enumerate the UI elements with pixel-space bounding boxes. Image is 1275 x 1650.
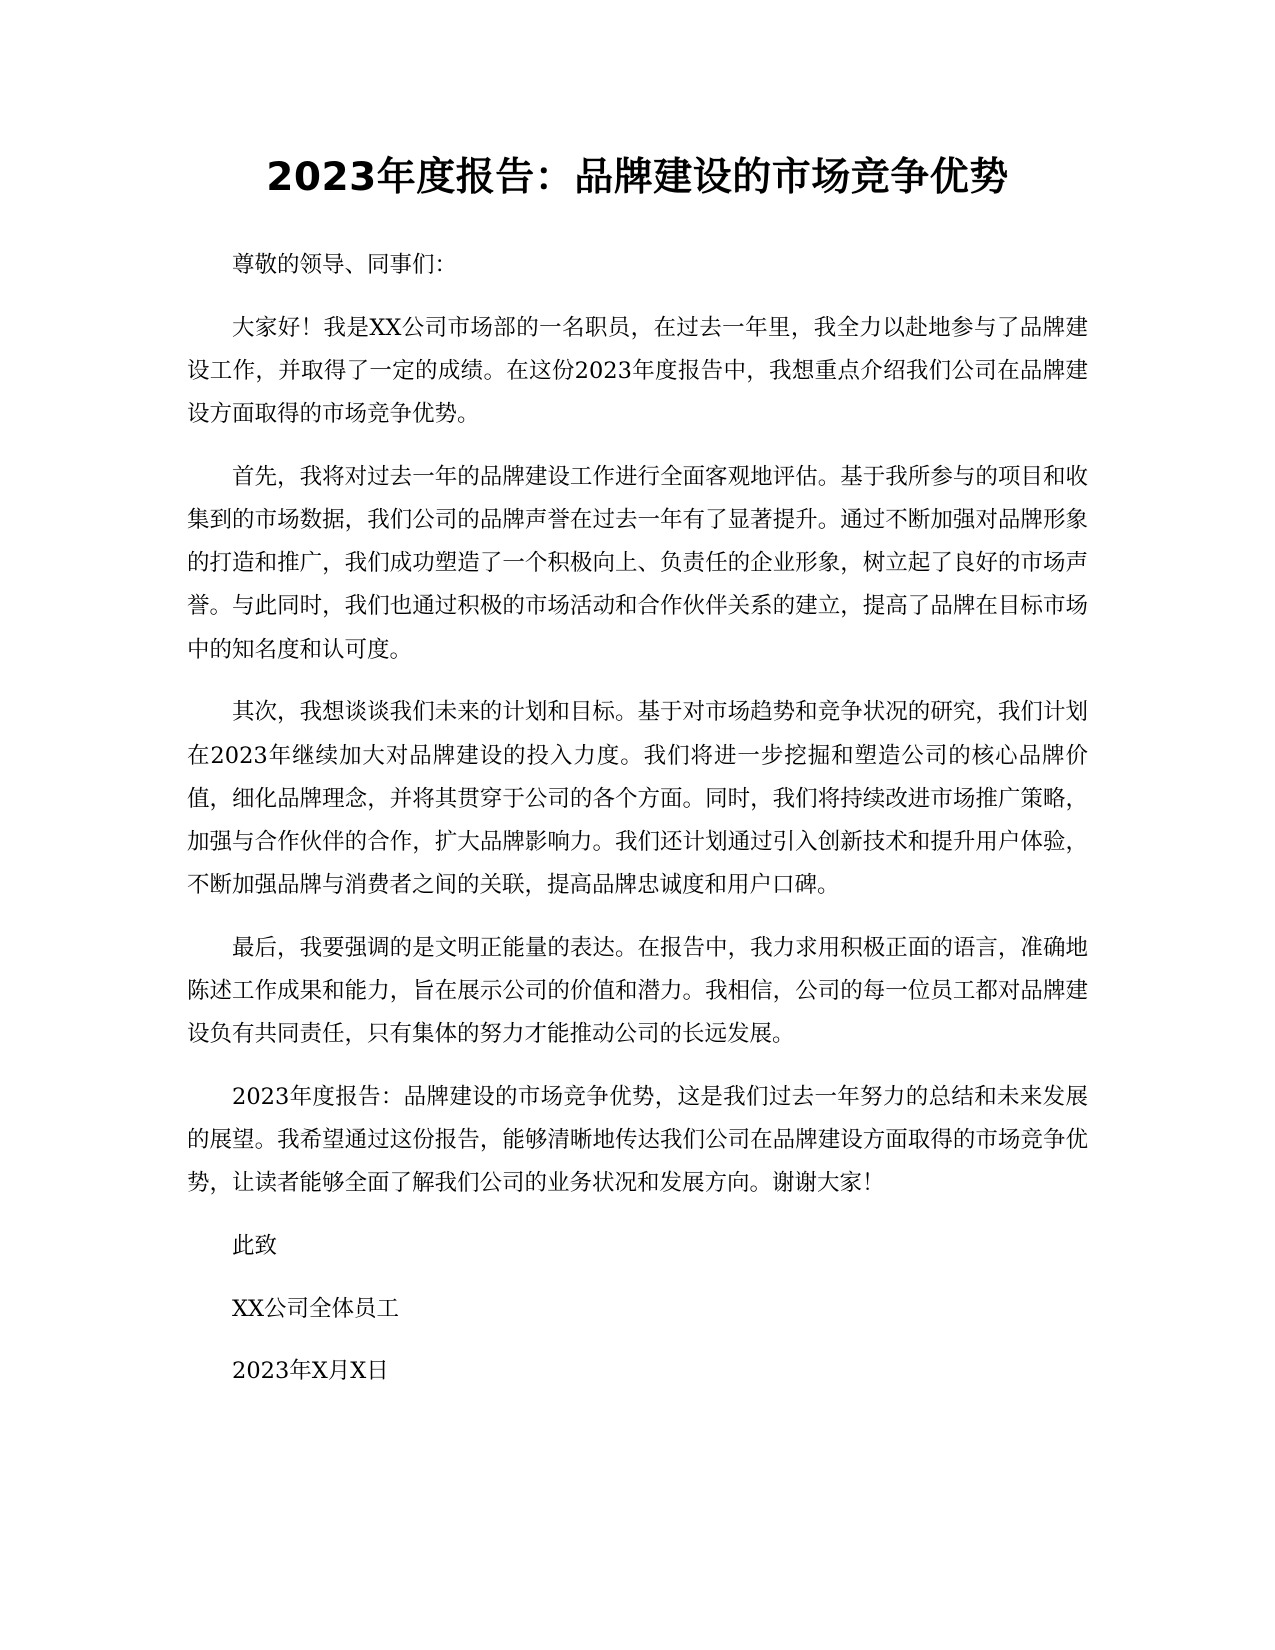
paragraph-positive-energy: 最后，我要强调的是文明正能量的表达。在报告中，我力求用积极正面的语言，准确地陈述工作成果和能力，旨在展示公司的价值和潜力。我相信，公司的每一位员工都对品牌建设负有共同责任，只有集体的努力才能推动公司的长远发展。 [187,934,1088,1048]
paragraph-evaluation: 首先，我将对过去一年的品牌建设工作进行全面客观地评估。基于我所参与的项目和收集到的市场数据，我们公司的品牌声誉在过去一年有了显著提升。通过不断加强对品牌形象的打造和推广，我们成功塑造了一个积极向上、负责任的企业形象，树立起了良好的市场声誉。与此同时，我们也通过积极的市场活动和合作伙伴关系的建立，提高了品牌在目标市场中的知名度和认可度。 [187,463,1088,663]
paragraph-plans: 其次，我想谈谈我们未来的计划和目标。基于对市场趋势和竞争状况的研究，我们计划在2023年继续加大对品牌建设的投入力度。我们将进一步挖掘和塑造公司的核心品牌价值，细化品牌理念，并将其贯穿于公司的各个方面。同时，我们将持续改进市场推广策略，加强与合作伙伴的合作，扩大品牌影响力。我们还计划通过引入创新技术和提升用户体验，不断加强品牌与消费者之间的关联，提高品牌忠诚度和用户口碑。 [187,699,1088,899]
closing-phrase: 此致 [232,1233,278,1260]
signature: XX公司全体员工 [232,1295,400,1322]
document-title: 2023年度报告：品牌建设的市场竞争优势 [266,155,1009,200]
date: 2023年X月X日 [232,1358,389,1385]
document-body [187,244,1088,1413]
paragraph-intro: 大家好！我是XX公司市场部的一名职员，在过去一年里，我全力以赴地参与了品牌建设工作，并取得了一定的成绩。在这份2023年度报告中，我想重点介绍我们公司在品牌建设方面取得的市场竞争优势。 [187,314,1088,428]
salutation: 尊敬的领导、同事们： [232,252,458,278]
paragraph-summary: 2023年度报告：品牌建设的市场竞争优势，这是我们过去一年努力的总结和未来发展的展望。我希望通过这份报告，能够清晰地传达我们公司在品牌建设方面取得的市场竞争优势，让读者能够全面了解我们公司的业务状况和发展方向。谢谢大家！ [187,1083,1088,1197]
